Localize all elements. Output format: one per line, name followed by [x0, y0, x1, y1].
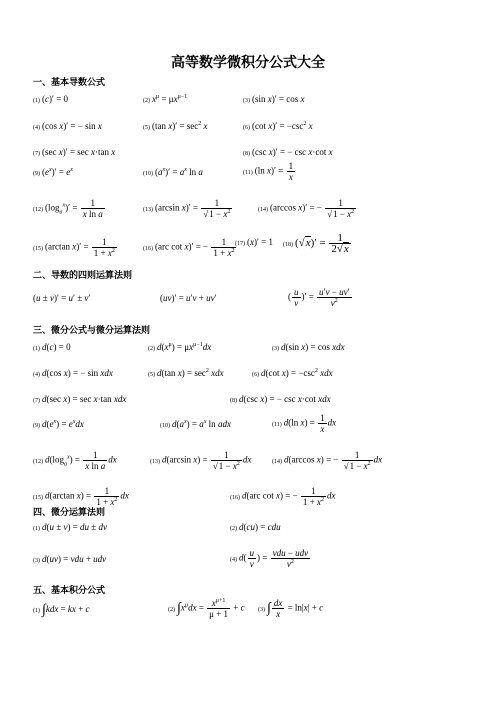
formula-d12: (12) $(\log_a^x)'$ = $\frac{1}{\text{x ln a}}$: [33, 198, 103, 219]
formula-i1: (1) ∫kdx = kx + c: [33, 602, 90, 618]
formula-d7: (7) (sec x)′ = sec x·tan x: [33, 147, 116, 157]
page-title: 高等数学微积分公式大全: [171, 55, 325, 71]
formula-i2: (2) $\int x^\mu dx$ = $\frac{x^{\mu+1}}{\mu + 1}$ + c: [168, 598, 245, 619]
formula-rule-sum: (u ± v)′ = u′ ± v′: [33, 293, 91, 303]
formula-dd2: (2) $d(x^\mu) = \mu x^{\mu-1}dx$: [148, 342, 212, 352]
formula-d5: (5) (tan $x)' = \sec^2 x$: [143, 121, 208, 131]
section-heading-differential-rules: 四、微分运算法则: [33, 508, 106, 518]
formula-dd13: (13) d(arcsin x) = $\frac{1}{√1 - x^2}$ dx: [150, 450, 252, 471]
formula-d15: (15) (arctan x)′ = $\frac{1}{1 + x^2}$: [33, 237, 115, 258]
formula-d10: (10) $(a^x)' = a^x$ ln a: [143, 167, 203, 177]
section-heading-differentials: 三、微分公式与微分运算法则: [33, 326, 151, 336]
formula-dd1: (1) d(c) = 0: [33, 342, 71, 352]
formula-rule-product: (uv)′ = u′v + uv′: [160, 293, 217, 303]
formula-dd6: (6) d(cot $x) = -\csc^2$ xdx: [252, 368, 333, 378]
formula-dd8: (8) d(csc x) = − csc x·cot xdx: [230, 394, 331, 404]
formula-dd11: (11) d(ln x) = $\frac{1}{x}$ dx: [272, 413, 337, 434]
formula-dd9: (9) $d(e^x) = e^xdx$: [33, 419, 84, 429]
formula-dd16: (16) d(arc cot x) = − $\frac{1}{1 + x^2}$ dx: [230, 486, 336, 507]
formula-d4: (4) (cos x)′ = − sin x: [33, 121, 102, 131]
formula-dr3: (3) d(uv) = vdu + udv: [33, 554, 107, 564]
formula-dd3: (3) d(sin x) = cos xdx: [272, 342, 345, 352]
formula-d9: (9) $(e^x)' = e^x$: [33, 167, 73, 177]
formula-dd14: (14) d(arccos x) = − $\frac{1}{√1 - x^2}$ dx: [272, 450, 383, 471]
formula-dd12: (12) $d(\log_a^x)$ = $\frac{1}{\text{x ln a}}$ dx: [33, 450, 117, 471]
formula-dd10: (10) $d(a^x) = a^x$ ln adx: [160, 419, 231, 429]
formula-d18: (18) (√x)′ = $\frac{1}{2√x}$: [283, 232, 349, 255]
formula-dd15: (15) d(arctan x) = $\frac{1}{1 + x^2}$ dx: [33, 486, 129, 507]
formula-dr1: (1) d(u ± v) = du ± dv: [33, 522, 107, 532]
formula-d16: (16) (arc cot x)′ = − $\frac{1}{1 + x^2}$: [143, 237, 235, 258]
formula-d17: (17) (x)′ = 1: [235, 237, 274, 247]
formula-dr2: (2) d(cu) = cdu: [230, 522, 281, 532]
formula-dd7: (7) d(sec x) = sec x·tan xdx: [33, 394, 127, 404]
formula-rule-quotient: ( $\frac{u}{v}$ )′ = $\frac{u'v - uv'}{v^2}$: [288, 287, 350, 308]
formula-d14: (14) (arccos x)′ = − $\frac{1}{√1 - x^2}$: [258, 198, 355, 219]
formula-d3: (3) (sin x)′ = cos x: [243, 94, 305, 104]
formula-d8: (8) (csc x)′ = − csc x·cot x: [243, 147, 333, 157]
formula-d13: (13) (arcsin x)′ = $\frac{1}{√1 - x^2}$: [143, 198, 231, 219]
section-heading-arithmetic-rules: 二、导数的四则运算法则: [33, 271, 133, 281]
formula-dd4: (4) d(cos x) = − sin xdx: [33, 368, 113, 378]
formula-dr4: (4) d( $\frac{u}{v}$ ) = $\frac{\text{vdu − udv}}{v^2}$: [230, 548, 309, 569]
section-heading-integrals: 五、基本积分公式: [33, 586, 106, 596]
formula-d2: (2) $x^\mu = \mu x^{\mu-1}$: [143, 94, 188, 104]
formula-dd5: (5) d(tan $x) = \sec^2$ xdx: [148, 368, 224, 378]
section-heading-basic-derivatives: 一、基本导数公式: [33, 78, 106, 88]
formula-d11: (11) (ln x)′ = $\frac{1}{x}$: [243, 161, 294, 182]
formula-d6: (6) (cot $x)' = -\csc^2$ x: [243, 121, 313, 131]
formula-d1: (1) (c)′ = 0: [33, 94, 69, 104]
formula-i3: (3) ∫ $\frac{dx}{x}$ = ln|x| + c: [258, 598, 324, 619]
